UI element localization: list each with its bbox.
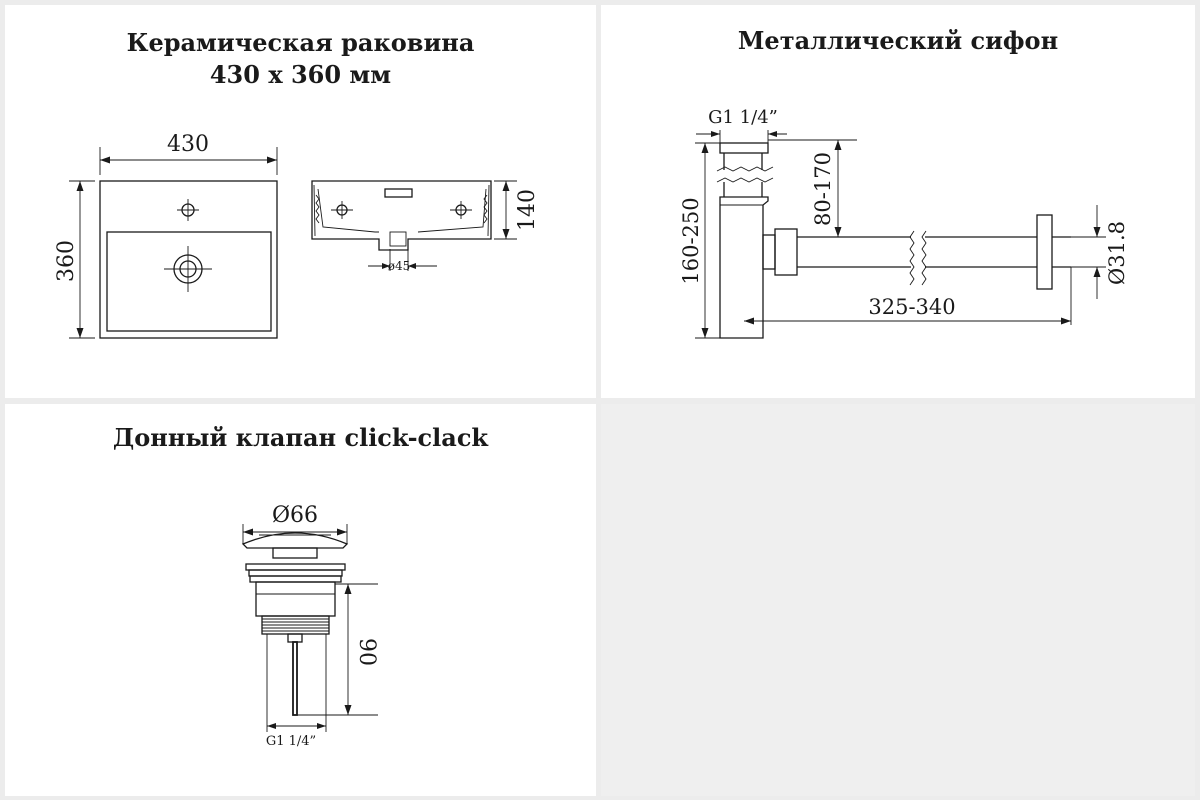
basin-panel [5,5,596,398]
siphon-dim-pipe-diameter: Ø31.8 [1105,221,1129,285]
basin-drawing [5,5,596,398]
valve-drawing [5,404,596,796]
basin-dim-drain: ø45 [387,259,411,273]
siphon-dim-thread: G1 1/4” [708,107,778,128]
siphon-panel [601,5,1195,398]
basin-title-line1: Керамическая раковина [126,28,475,57]
basin-side-view [312,181,517,271]
siphon-dim-height-range: 160-250 [679,197,703,285]
basin-dim-depth: 140 [515,189,540,231]
valve-dim-thread: G1 1/4” [265,734,317,749]
basin-top-view [69,147,277,338]
siphon-dim-length-range: 325-340 [868,295,956,319]
valve-dim-height: 90 [354,638,379,666]
valve-body [243,533,347,715]
basin-dim-height: 360 [54,240,79,282]
empty-panel [601,404,1195,796]
basin-dim-width: 430 [167,132,209,157]
valve-title: Донный клапан click-clack [112,423,489,452]
siphon-title: Металлический сифон [737,26,1059,55]
valve-dim-cap-diameter: Ø66 [271,503,319,528]
valve-panel [5,404,596,796]
siphon-drawing [601,5,1195,398]
siphon-dim-drop-range: 80-170 [811,152,835,226]
basin-title-line2: 430 х 360 мм [209,60,392,89]
